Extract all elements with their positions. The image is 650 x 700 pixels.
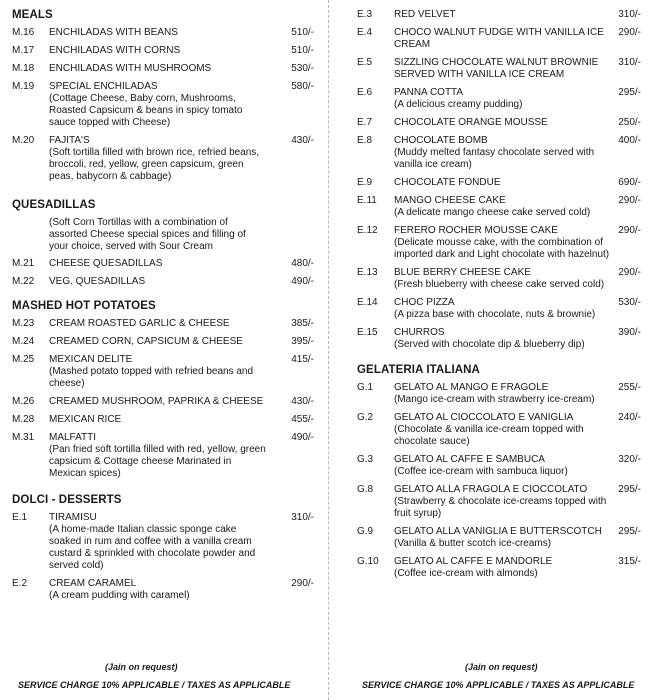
item-code: M.26 (12, 396, 35, 407)
menu-item (12, 512, 314, 572)
item-name: SIZZLING CHOCOLATE WALNUT BROWNIE SERVED WITH VANILLA ICE CREAM (394, 57, 599, 80)
item-code: E.9 (357, 177, 373, 188)
menu-section (357, 9, 641, 351)
item-description: (Coffee ice-cream with almonds) (394, 568, 538, 579)
item-name: CREAMED CORN, CAPSICUM & CHEESE (49, 336, 243, 347)
item-code: G.3 (357, 454, 374, 465)
item-code: E.15 (357, 327, 378, 338)
item-code: E.1 (12, 512, 28, 523)
item-description: (A home-made Italian classic sponge cake soaked in rum and coffee with a vanilla cream custard & sprinkled with chocolate powder and served cold) (49, 524, 256, 571)
menu-item (357, 57, 641, 81)
item-name: MEXICAN DELITE (49, 354, 133, 365)
item-name: GELATO AL CAFFE E MANDORLE (394, 556, 553, 567)
section-title: GELATERIA ITALIANA (357, 364, 480, 376)
item-code: M.22 (12, 276, 35, 287)
item-code: E.3 (357, 9, 373, 20)
menu-item (357, 27, 641, 51)
item-name: CHOC PIZZA (394, 297, 455, 308)
item-code: E.8 (357, 135, 373, 146)
menu-item (357, 267, 641, 291)
section-title: MASHED HOT POTATOES (12, 300, 156, 312)
menu-item (357, 195, 641, 219)
item-description: (Chocolate & vanilla ice-cream topped with chocolate sauce) (394, 424, 584, 447)
item-code: E.2 (12, 578, 28, 589)
item-code: M.17 (12, 45, 35, 56)
item-price: 415/- (291, 354, 314, 365)
menu-item (357, 225, 641, 261)
menu-item (12, 414, 314, 426)
item-name: CREAMED MUSHROOM, PAPRIKA & CHEESE (49, 396, 264, 407)
item-description: (Cottage Cheese, Baby corn, Mushrooms, Roasted Capsicum & beans in spicy tomato sauce topped with Cheese) (49, 93, 243, 128)
item-price: 290/- (618, 27, 641, 38)
menu-item (12, 81, 314, 129)
menu-item (357, 297, 641, 321)
item-price: 400/- (618, 135, 641, 146)
item-name: ENCHILADAS WITH BEANS (49, 27, 178, 38)
item-name: MANGO CHEESE CAKE (394, 195, 506, 206)
menu-item (357, 454, 641, 478)
item-name: BLUE BERRY CHEESE CAKE (394, 267, 531, 278)
item-code: E.11 (357, 195, 377, 206)
item-price: 490/- (291, 276, 314, 287)
item-name: MEXICAN RICE (49, 414, 122, 425)
item-name: PANNA COTTA (394, 87, 464, 98)
item-description: (A cream pudding with caramel) (49, 590, 190, 601)
item-code: E.5 (357, 57, 373, 68)
menu-item (12, 318, 314, 330)
menu-section (12, 199, 314, 288)
item-name: GELATO AL CAFFE E SAMBUCA (394, 454, 545, 465)
item-description: (Vanilla & butter scotch ice-creams) (394, 538, 552, 549)
item-price: 295/- (618, 526, 641, 537)
menu-item (12, 45, 314, 57)
item-code: M.25 (12, 354, 35, 365)
service-charge-right: SERVICE CHARGE 10% APPLICABLE / TAXES AS APPLICABLE (362, 680, 635, 690)
menu-item (12, 258, 314, 270)
item-code: M.20 (12, 135, 35, 146)
item-price: 295/- (618, 484, 641, 495)
section-title: MEALS (12, 9, 53, 21)
item-price: 310/- (291, 512, 314, 523)
menu-section (12, 9, 314, 183)
menu-section (357, 364, 641, 580)
item-name: CHEESE QUESADILLAS (49, 258, 163, 269)
menu-section (12, 300, 314, 480)
item-code: M.21 (12, 258, 35, 269)
item-name: CREAM CARAMEL (49, 578, 137, 589)
item-code: M.18 (12, 63, 35, 74)
column-divider (328, 0, 329, 700)
item-description: (Muddy melted fantasy chocolate served with vanilla ice cream) (394, 147, 595, 170)
item-name: GELATO ALLA VANIGLIA E BUTTERSCOTCH (394, 526, 602, 537)
item-price: 250/- (618, 117, 641, 128)
item-price: 385/- (291, 318, 314, 329)
menu-item (12, 276, 314, 288)
service-charge-left: SERVICE CHARGE 10% APPLICABLE / TAXES AS APPLICABLE (18, 680, 291, 690)
item-price: 290/- (291, 578, 314, 589)
item-price: 320/- (618, 454, 641, 465)
item-price: 430/- (291, 135, 314, 146)
section-title: DOLCI - DESSERTS (12, 494, 122, 506)
menu-item (12, 396, 314, 408)
item-code: G.2 (357, 412, 374, 423)
item-price: 430/- (291, 396, 314, 407)
item-code: E.7 (357, 117, 373, 128)
menu-section (12, 494, 314, 602)
menu-item (357, 117, 641, 129)
item-code: E.6 (357, 87, 373, 98)
item-price: 510/- (291, 27, 314, 38)
item-price: 310/- (618, 9, 641, 20)
item-price: 390/- (618, 327, 641, 338)
item-description: (Mashed potato topped with refried beans and cheese) (49, 366, 254, 389)
item-name: GELATO AL MANGO E FRAGOLE (394, 382, 549, 393)
item-name: CHOCOLATE ORANGE MOUSSE (394, 117, 548, 128)
item-price: 690/- (618, 177, 641, 188)
item-name: MALFATTI (49, 432, 97, 443)
item-name: VEG. QUESADILLAS (49, 276, 146, 287)
menu-item (12, 63, 314, 75)
item-code: E.13 (357, 267, 378, 278)
item-description: (Fresh blueberry with cheese cake served cold) (394, 279, 605, 290)
item-name: TIRAMISU (49, 512, 97, 523)
item-code: G.8 (357, 484, 374, 495)
menu-item (357, 412, 641, 448)
item-description: (Pan fried soft tortilla filled with red, yellow, green capsicum & Cottage cheese Marinated in Mexican spices) (49, 444, 266, 479)
item-description: (A pizza base with chocolate, nuts & brownie) (394, 309, 596, 320)
menu-item (357, 177, 641, 189)
item-price: 310/- (618, 57, 641, 68)
item-price: 290/- (618, 267, 641, 278)
item-name: RED VELVET (394, 9, 456, 20)
item-description: (Coffee ice-cream with sambuca liquor) (394, 466, 568, 477)
item-price: 255/- (618, 382, 641, 393)
item-name: CHOCOLATE FONDUE (394, 177, 501, 188)
item-description: (Mango ice-cream with strawberry ice-cream) (394, 394, 595, 405)
item-price: 290/- (618, 195, 641, 206)
item-price: 490/- (291, 432, 314, 443)
item-price: 240/- (618, 412, 641, 423)
item-code: M.19 (12, 81, 35, 92)
item-code: M.31 (12, 432, 35, 443)
menu-item (357, 9, 641, 21)
menu-item (357, 556, 641, 580)
item-name: ENCHILADAS WITH MUSHROOMS (49, 63, 212, 74)
menu-item (12, 354, 314, 390)
right-column (357, 0, 641, 586)
item-code: M.16 (12, 27, 35, 38)
item-name: CREAM ROASTED GARLIC & CHEESE (49, 318, 230, 329)
item-code: E.14 (357, 297, 378, 308)
item-name: CHOCOLATE BOMB (394, 135, 488, 146)
item-code: M.28 (12, 414, 35, 425)
item-name: ENCHILADAS WITH CORNS (49, 45, 181, 56)
item-description: (Strawberry & chocolate ice-creams topped with fruit syrup) (394, 496, 607, 519)
item-description: (Delicate mousse cake, with the combination of imported dark and Light chocolate with hazelnut) (394, 237, 610, 260)
jain-note-right: (Jain on request) (465, 662, 538, 672)
item-code: G.9 (357, 526, 374, 537)
section-title: QUESADILLAS (12, 199, 96, 211)
item-name: GELATO ALLA FRAGOLA E CIOCCOLATO (394, 484, 588, 495)
item-code: M.23 (12, 318, 35, 329)
item-description: (Served with chocolate dip & blueberry dip) (394, 339, 585, 350)
item-price: 295/- (618, 87, 641, 98)
menu-item (357, 484, 641, 520)
item-description: (A delicious creamy pudding) (394, 99, 523, 110)
item-price: 315/- (618, 556, 641, 567)
item-price: 530/- (618, 297, 641, 308)
item-name: SPECIAL ENCHILADAS (49, 81, 158, 92)
menu-item (357, 135, 641, 171)
left-column (12, 0, 314, 608)
item-name: GELATO AL CIOCCOLATO E VANIGLIA (394, 412, 574, 423)
menu-item (357, 327, 641, 351)
section-intro: (Soft Corn Tortillas with a combination of assorted Cheese special spices and filling of your choice, served with Sour Cream (49, 217, 246, 252)
menu-item (12, 578, 314, 602)
item-code: E.12 (357, 225, 378, 236)
item-price: 480/- (291, 258, 314, 269)
menu-item (357, 87, 641, 111)
item-code: E.4 (357, 27, 373, 38)
item-price: 510/- (291, 45, 314, 56)
item-name: CHURROS (394, 327, 445, 338)
item-description: (Soft tortilla filled with brown rice, refried beans, broccoli, red, yellow, green capsicum, green peas, babycorn & cabbage) (49, 147, 260, 182)
item-name: CHOCO WALNUT FUDGE WITH VANILLA ICE CREAM (394, 27, 604, 50)
menu-item (12, 336, 314, 348)
item-price: 530/- (291, 63, 314, 74)
item-name: FERERO ROCHER MOUSSE CAKE (394, 225, 558, 236)
item-price: 455/- (291, 414, 314, 425)
item-description: (A delicate mango cheese cake served cold) (394, 207, 591, 218)
menu-item (12, 432, 314, 480)
item-price: 290/- (618, 225, 641, 236)
item-code: M.24 (12, 336, 35, 347)
jain-note-left: (Jain on request) (105, 662, 178, 672)
item-price: 395/- (291, 336, 314, 347)
item-price: 580/- (291, 81, 314, 92)
item-code: G.1 (357, 382, 374, 393)
menu-item (12, 27, 314, 39)
menu-item (357, 526, 641, 550)
item-code: G.10 (357, 556, 379, 567)
item-name: FAJITA'S (49, 135, 90, 146)
menu-item (357, 382, 641, 406)
menu-item (12, 135, 314, 183)
